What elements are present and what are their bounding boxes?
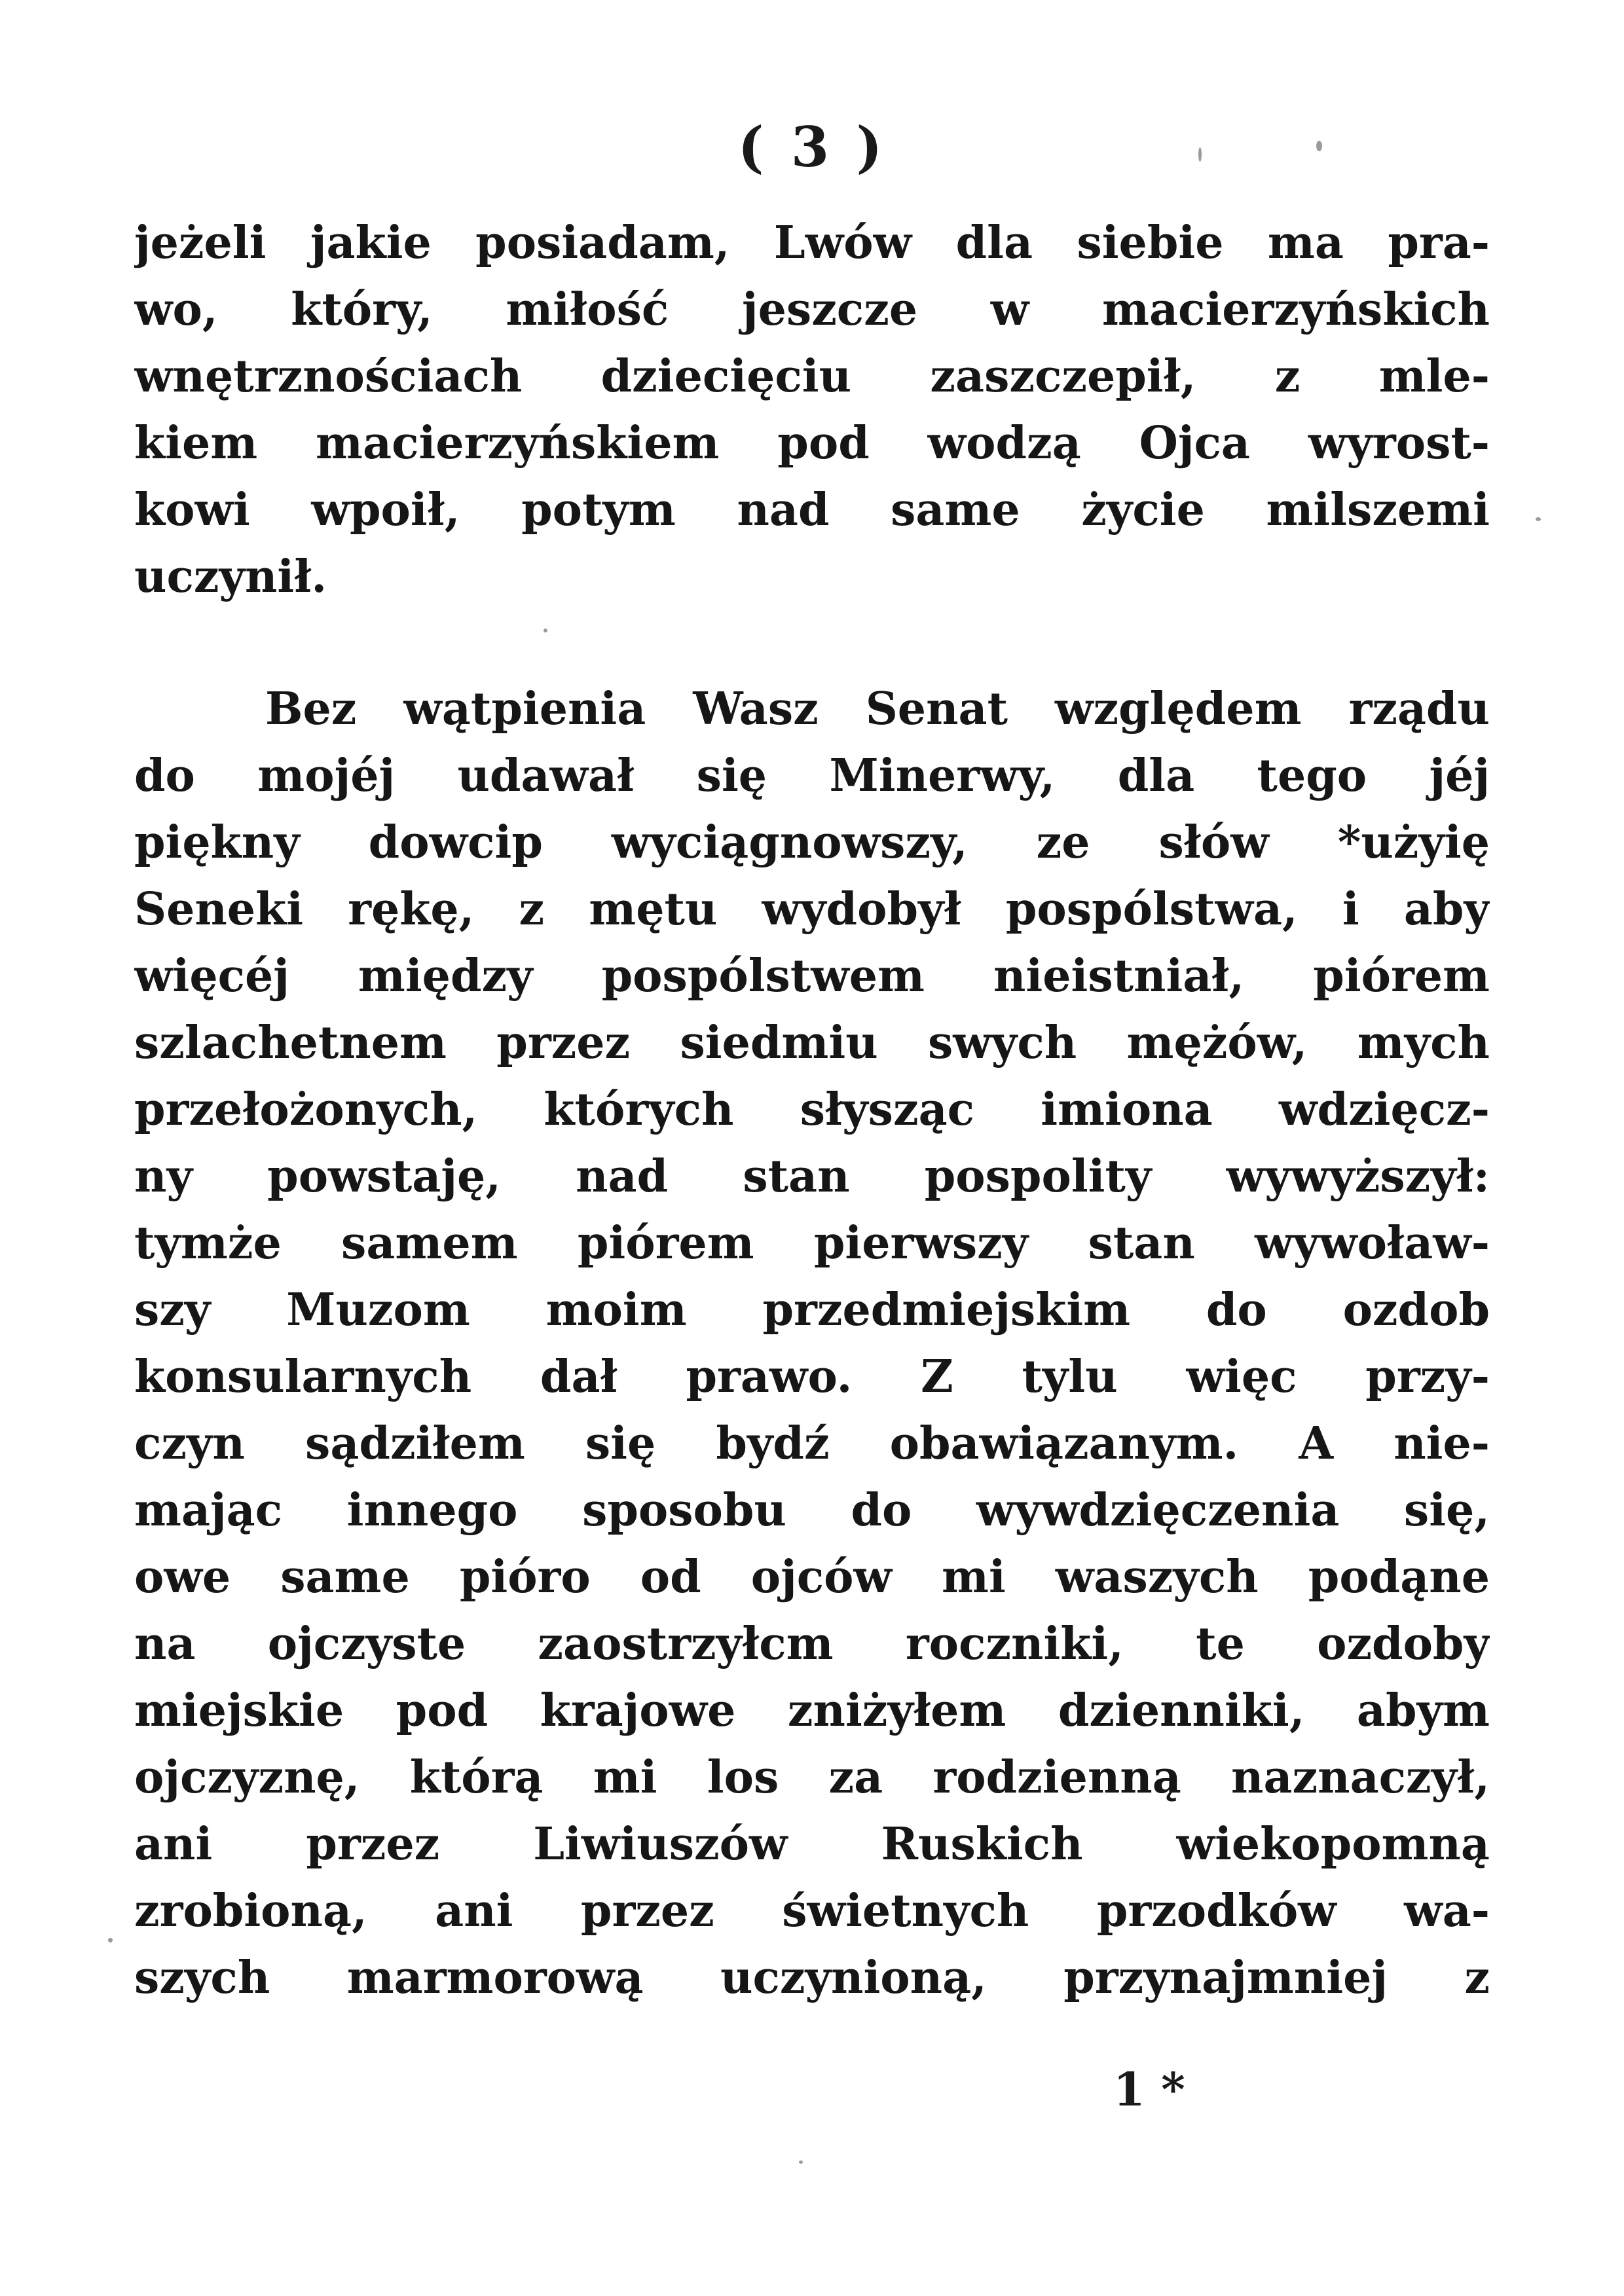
text-line: szy Muzom moim przedmiejskim do ozdob <box>134 1284 1490 1336</box>
text-line: kowi wpoił, potym nad same życie milszemi <box>134 484 1490 536</box>
text-line: mając innego sposobu do wywdzięczenia się, <box>134 1484 1490 1537</box>
text-line: wnętrznościach dziecięciu zaszczepił, z mle- <box>134 350 1490 403</box>
text-line: konsularnych dał prawo. Z tylu więc przy- <box>134 1351 1490 1403</box>
print-speck <box>1316 141 1322 151</box>
text-line: ny powstaję, nad stan pospolity wywyższył: <box>134 1150 1490 1203</box>
text-line: uczynił. <box>134 551 327 603</box>
text-line: do mojéj udawał się Minerwy, dla tego jéj <box>134 750 1490 802</box>
page-number: ( 3 ) <box>737 115 887 179</box>
print-speck <box>799 2160 803 2164</box>
text-line: wo, który, miłość jeszcze w macierzyńskich <box>134 283 1490 336</box>
print-speck <box>1536 517 1541 521</box>
paragraph-1 <box>134 210 1490 610</box>
text-line: zrobioną, ani przez świetnych przodków wa- <box>134 1885 1490 1937</box>
text-line: przełożonych, których słysząc imiona wdzięcz- <box>134 1084 1490 1136</box>
text-line: szych marmorową uczynioną, przynajmniej z <box>134 1952 1490 2004</box>
print-speck <box>1198 147 1202 162</box>
text-line: tymże samem piórem pierwszy stan wywoław- <box>134 1217 1490 1269</box>
paragraph-2 <box>134 676 1490 2011</box>
signature-mark: 1 * <box>1113 2062 1185 2117</box>
text-line: Bez wątpienia Wasz Senat względem rządu <box>265 683 1490 735</box>
text-line: kiem macierzyńskiem pod wodzą Ojca wyrost- <box>134 417 1490 469</box>
text-line: piękny dowcip wyciągnowszy, ze słów *użyię <box>134 816 1490 869</box>
text-line: ani przez Liwiuszów Ruskich wiekopomną <box>134 1818 1490 1870</box>
text-line: na ojczyste zaostrzyłcm roczniki, te ozdoby <box>134 1618 1490 1670</box>
text-line: owe same pióro od ojców mi waszych podąne <box>134 1551 1490 1603</box>
text-line: ojczyznę, którą mi los za rodzienną naznaczył, <box>134 1751 1490 1804</box>
print-speck <box>108 1938 113 1942</box>
print-speck <box>544 629 547 632</box>
text-line: czyn sądziłem się bydź obawiązanym. A nie- <box>134 1417 1490 1470</box>
text-line: Seneki rękę, z mętu wydobył pospólstwa, i aby <box>134 883 1490 936</box>
text-line: miejskie pod krajowe zniżyłem dzienniki, abym <box>134 1685 1490 1737</box>
text-line: jeżeli jakie posiadam, Lwów dla siebie ma pra- <box>134 217 1490 269</box>
text-line: więcéj między pospólstwem nieistniał, piórem <box>134 950 1490 1002</box>
text-line: szlachetnem przez siedmiu swych mężów, mych <box>134 1017 1490 1069</box>
